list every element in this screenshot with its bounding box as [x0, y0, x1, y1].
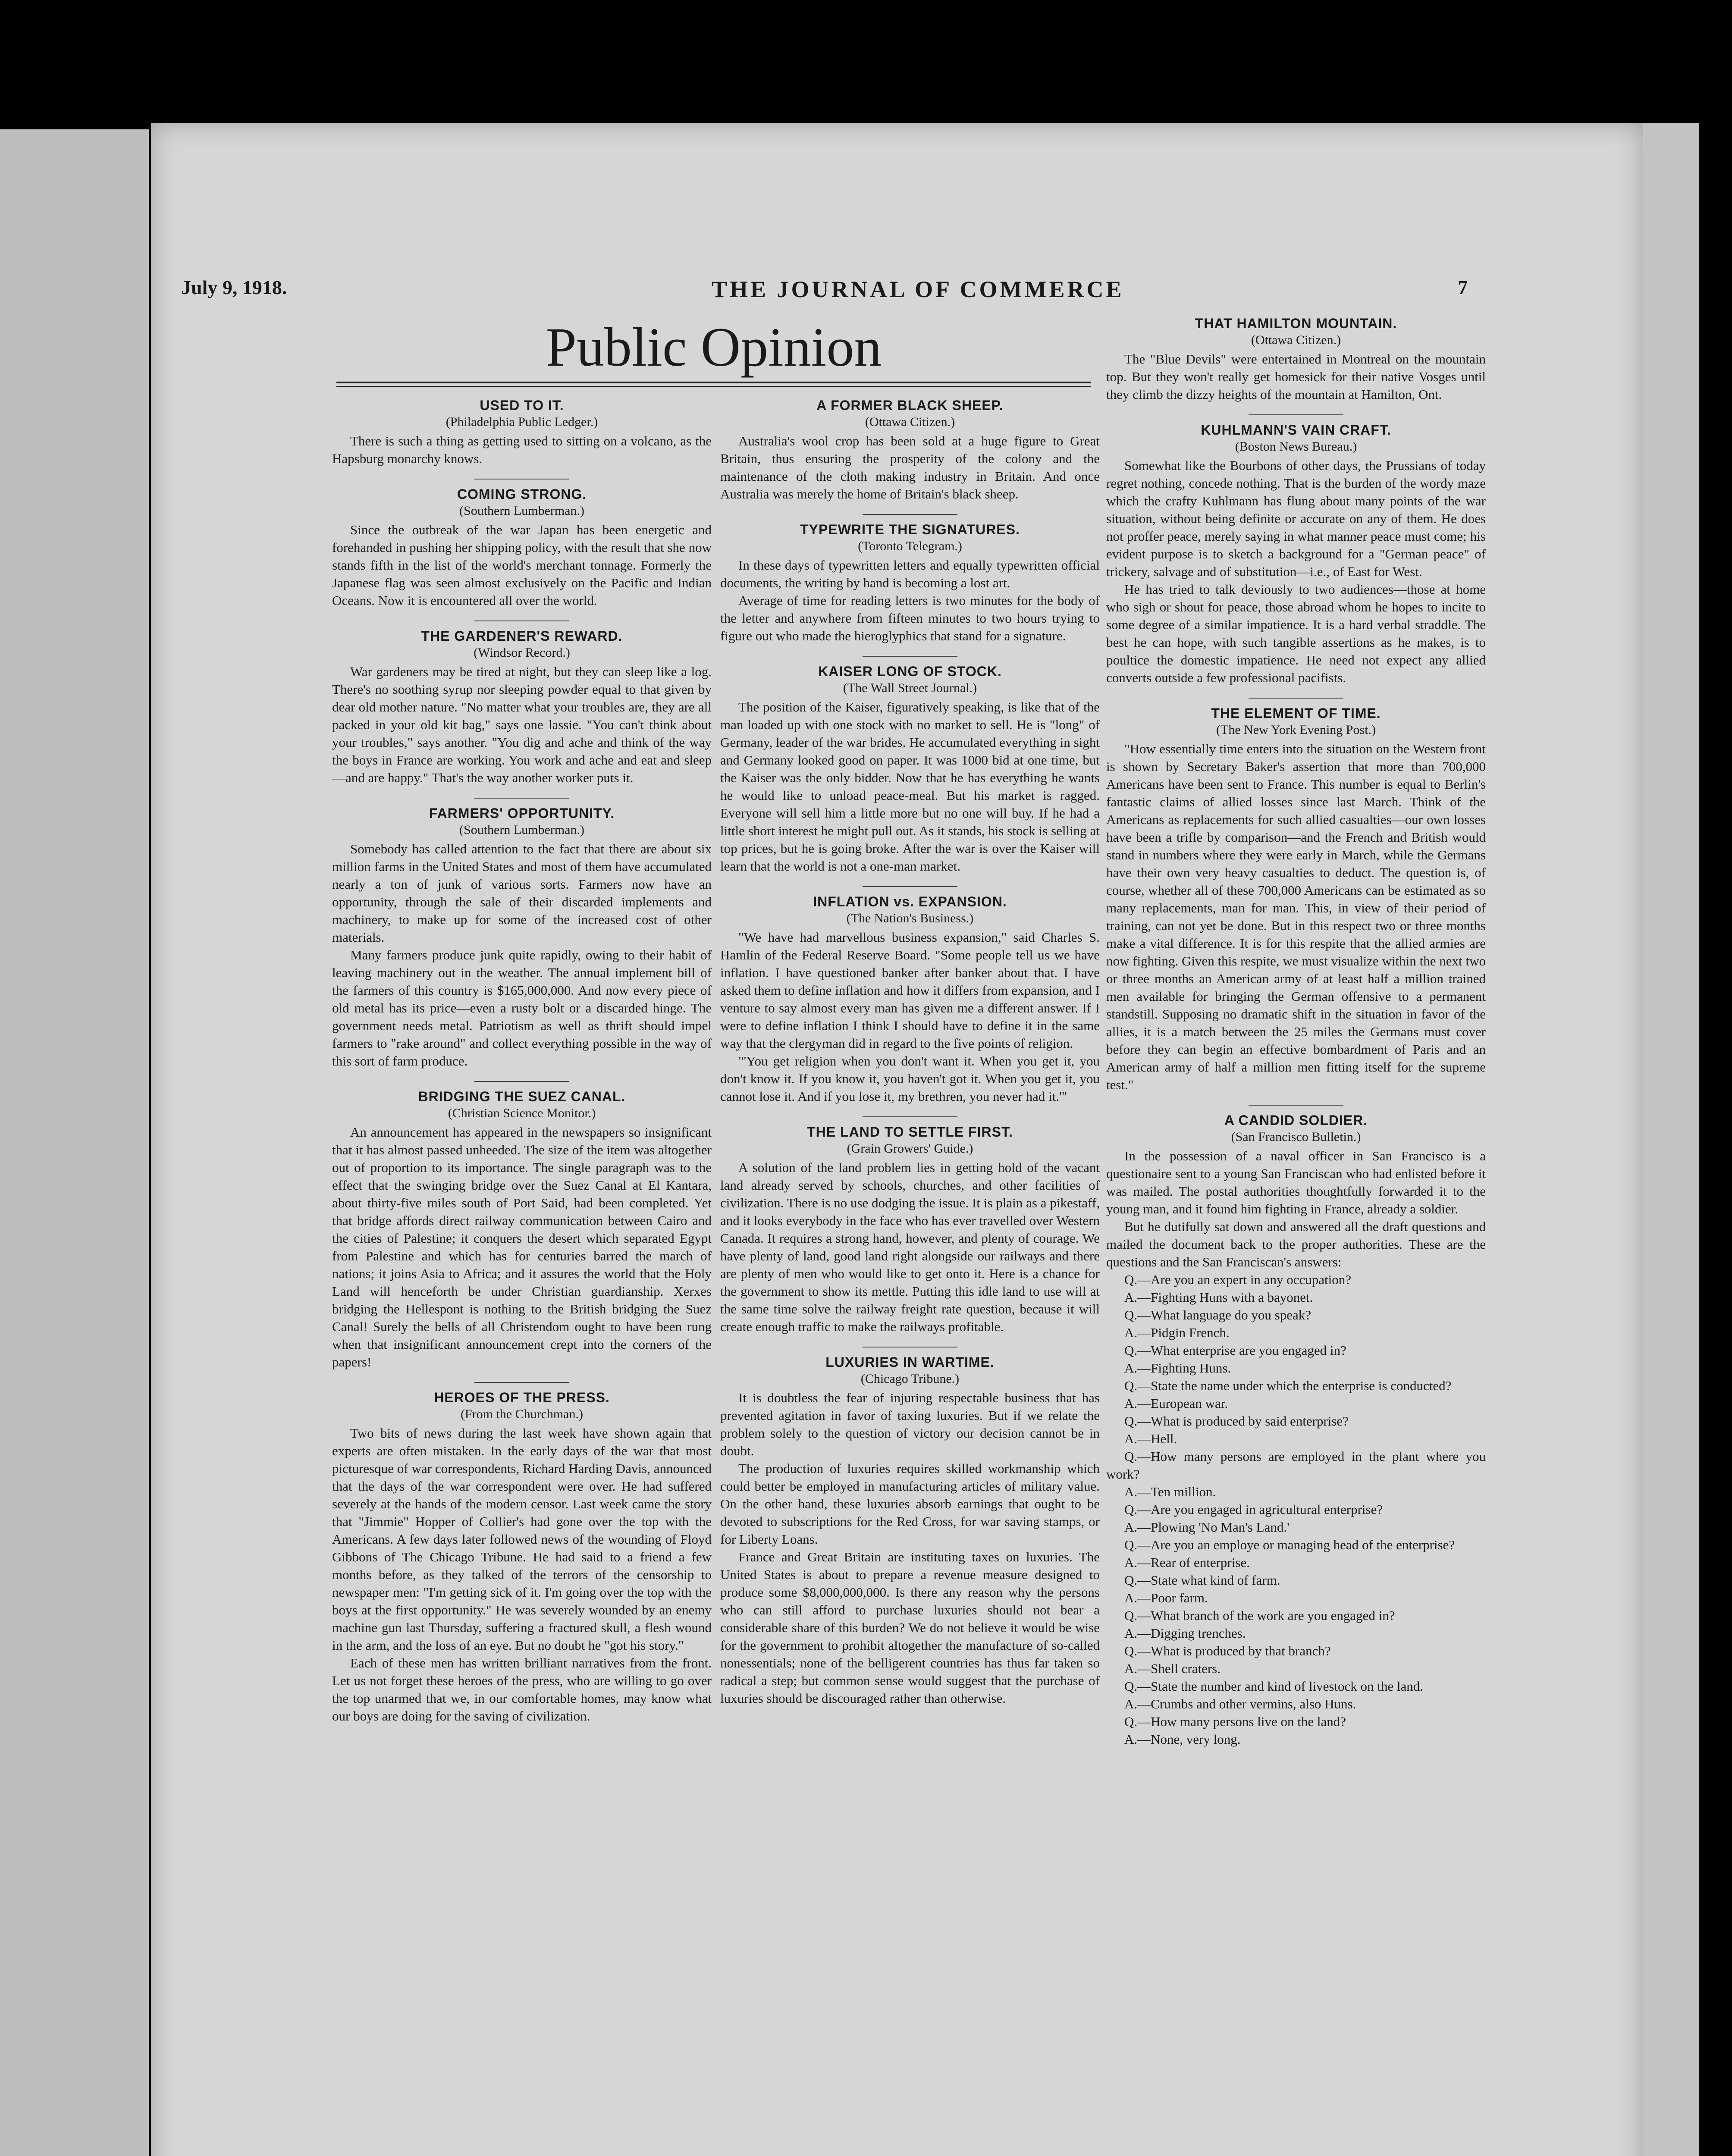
article-paragraph: He has tried to talk deviously to two audiences—those at home who sigh or shout for peace, those abroad whom he hopes to incite to some degree of a similar impatience. It is a hard verbal straddle. The best he can hope, with such tangible assertions as he makes, is to poultice the domestic impatience. He need not expect any allied converts outside a few professional pacifists. [1106, 582, 1486, 685]
article-paragraph: Each of these men has written brilliant narratives from the front. Let us not forget these heroes of the press, who are willing to go over the top unarmed that we, in our comfortable homes, may know what our boys are doing for the saving of civilization. [332, 1655, 712, 1724]
article-paragraph: Since the outbreak of the war Japan has been energetic and forehanded in pushing her shipping policy, with the result that she now stands fifth in the list of the world's merchant tonnage. Formerly the Japanese flag was seen almost exclusively on the Pacific and Indian Oceans. Now it is encountered all over the world. [332, 522, 712, 608]
article-paragraph: A.—Pidgin French. [1124, 1325, 1230, 1340]
article-title: INFLATION vs. EXPANSION. [813, 894, 1007, 909]
article-separator [1249, 414, 1343, 415]
article-body [332, 432, 712, 467]
article [720, 1123, 1100, 1335]
article-paragraph: Many farmers produce junk quite rapidly, owing to their habit of leaving machinery out in the weather. The annual implement bill of the farmers of this country is $165,000,000. And now every piece of old metal has its price—even a rusty bolt or a discarded hinge. The government needs metal. Patriotism as well as thrift should impel farmers to "rake around" and collect everything possible in the way of this sort of farm produce. [332, 947, 712, 1069]
article-separator [863, 1347, 957, 1348]
article-paragraph: Q.—How many persons live on the land? [1124, 1714, 1346, 1729]
article-source: (The New York Evening Post.) [1216, 723, 1376, 737]
article-paragraph: A.—Crumbs and other vermins, also Huns. [1124, 1696, 1356, 1711]
journal-name: THE JOURNAL OF COMMERCE [712, 276, 1124, 302]
article-paragraph: A.—Fighting Huns. [1124, 1360, 1231, 1376]
article [720, 893, 1100, 1105]
article-body [720, 698, 1100, 875]
article-body [332, 521, 712, 609]
article-paragraph: Two bits of news during the last week have shown again that experts are often mistaken. In the early days of the war that most picturesque of war correspondents, Richard Harding Davis, announced that the days of the war correspondent were over. He had suffered severely at the hands of the modern censor. Last week came the story that "Jimmie" Hopper of Collier's had gone over the top with the Americans. A few days later followed news of the wounding of Floyd Gibbons of The Chicago Tribune. He had said to a friend a few months before, as they talked of the terrors of the censorship to newspaper men: "I'm getting sick of it. I'm going over the top with the boys at the first opportunity." He was severely wounded by an enemy machine gun last Thursday, suffering a fractured skull, a flesh wound in the arm, and the loss of an eye. But no doubt he "got his story." [332, 1426, 712, 1653]
article-title: THE GARDENER'S REWARD. [421, 628, 623, 644]
article-source: (Christian Science Monitor.) [448, 1106, 596, 1120]
article-paragraph: "How essentially time enters into the situation on the Western front is shown by Secretary Baker's assertion that more than 700,000 Americans have been sent to France. This number is equal to Berlin's fantastic claims of allied losses since last March. Think of the Americans as replacements for such allied casualties—our own losses have been a trifle by comparison—and the French and British would stand in numbers where they were early in March, while the Germans have their own very heavy casualties to deduct. The question is, of course, whether all of these 700,000 Americans can be estimated as so many replacements, man for man. This, in view of their period of training, can not yet be done. But in this respect two or three months make a vital difference. It is for this respite that the allied armies are now fighting. Given this respite, we must visualize within the next two or three months an American army of at least half a million trained men available for bringing the German offensive to a permanent standstill. Supposing no dramatic shift in the situation in favor of the allies, it is a match between the 25 miles the Germans must cover before they can begin an effective bombardment of Paris and an American army of half a million men fitting itself for the supreme test." [1106, 741, 1486, 1092]
article-separator [863, 1116, 957, 1117]
article-body [720, 1389, 1100, 1707]
article-body [720, 1159, 1100, 1335]
article-title: COMING STRONG. [457, 486, 587, 502]
article-title: KUHLMANN'S VAIN CRAFT. [1201, 422, 1391, 438]
article-separator [863, 886, 957, 887]
article-paragraph: The position of the Kaiser, figuratively speaking, is like that of the man loaded up with one stock with no market to sell. He is "long" of Germany, leader of the war brides. He accumulated everything in sight and Germany looked good on paper. It was 1000 bid at one time, but the Kaiser was the only bidder. Now that he has everything he wants he would like to unload peace-meal. But his market is ragged. Everyone will sell him a little more but no one will buy. If he had a little short interest he might pull out. As it stands, his stock is selling at top prices, but he is going broke. After the war is over the Kaiser will learn that the world is not a one-man market. [720, 699, 1100, 874]
article-source: (The Wall Street Journal.) [843, 681, 977, 695]
article-title: THE ELEMENT OF TIME. [1211, 705, 1381, 721]
article-paragraph: Somewhat like the Bourbons of other days, the Prussians of today regret nothing, concede nothing. That is the burden of the wordy maze which the crafty Kuhlmann has flung about many points of the war situation, without being definite or accurate on any of them. He does not proffer peace, merely saying in what manner peace must come; his evident purpose is to sketch a background for a "German peace" of trickery, salvage and of substitution—i.e., of East for West. [1106, 458, 1486, 579]
article-title: A CANDID SOLDIER. [1224, 1112, 1368, 1128]
article-source: (The Nation's Business.) [846, 911, 974, 925]
article-title: LUXURIES IN WARTIME. [825, 1354, 995, 1370]
running-header [181, 276, 1475, 306]
article-paragraph: There is such a thing as getting used to sitting on a volcano, as the Hapsburg monarchy knows. [332, 433, 712, 466]
article-paragraph: A solution of the land problem lies in getting hold of the vacant land already served by schools, churches, and other facilities of civilization. There is no use dodging the issue. It is plain as a pikestaff, and it looks everybody in the face who has ever travelled over Western Canada. It requires a strong hand, however, and plenty of courage. We have plenty of land, good land right alongside our railways and there are plenty of men who would like to get onto it. Here is a chance for the government to show its mettle. Putting this idle land to use will at the same time solve the railway freight rate question, because it will create enough traffic to make the railways profitable. [720, 1160, 1100, 1334]
article-source: (From the Churchman.) [460, 1407, 584, 1421]
article [332, 627, 712, 787]
article-paragraph: A.—Fighting Huns with a bayonet. [1124, 1290, 1313, 1305]
article-body [1106, 350, 1486, 403]
article-paragraph: Q.—Are you an employe or managing head of the enterprise? [1124, 1537, 1455, 1552]
article-paragraph: France and Great Britain are instituting taxes on luxuries. The United States is about to prepare a revenue measure designed to produce some $8,000,000,000. Is there any reason why the persons who can still afford to purchase luxuries should not bear a considerable share of this burden? We do not believe it would be wise for the government to prohibit altogether the manufacture of so-called nonessentials; none of the belligerent countries has thus far taken so radical a step; but common sense would suggest that the purchase of luxuries should be discouraged rather than otherwise. [720, 1549, 1100, 1706]
column-3 [1106, 315, 1486, 2061]
article-source: (Southern Lumberman.) [459, 823, 584, 837]
article-title: USED TO IT. [480, 398, 564, 413]
article-title: KAISER LONG OF STOCK. [818, 664, 1002, 679]
article-title: THE LAND TO SETTLE FIRST. [807, 1124, 1013, 1140]
article-title: FARMERS' OPPORTUNITY. [429, 805, 615, 821]
article-body [720, 432, 1100, 503]
article-paragraph: In the possession of a naval officer in San Francisco is a questionaire sent to a young San Franciscan who had enlisted before it was mailed. The postal authorities thoughtfully forwarded it to the young man, and it found him fighting in France, already a soldier. [1106, 1148, 1486, 1216]
article-paragraph: Q.—Are you engaged in agricultural enterprise? [1124, 1502, 1383, 1517]
article-body [1106, 457, 1486, 686]
article-paragraph: "'You get religion when you don't want it. When you get it, you don't know it. If you know it, you haven't got it. When you get it, you cannot lose it. And if you lose it, my brethren, you never had it.'" [720, 1053, 1100, 1104]
article-paragraph: Somebody has called attention to the fact that there are about six million farms in the United States and most of them have accumulated nearly a ton of junk of various sorts. Farmers now have an opportunity, through the sale of their discarded implements and machinery, to make up for some of the increased cost of other materials. [332, 841, 712, 945]
article-separator [1249, 698, 1343, 699]
page-number: 7 [1458, 276, 1468, 298]
article [332, 1088, 712, 1371]
article-paragraph: Q.—What is produced by said enterprise? [1124, 1413, 1349, 1429]
article-paragraph: War gardeners may be tired at night, but they can sleep like a log. There's no soothing syrup nor sleeping powder equal to that given by dear old mother nature. "No matter what your troubles are, they are all packed in your old kit bag," says one lassie. "You can't think about your troubles," says another. "You dig and ache and think of the way the boys in France are working. You work and ache and eat and sleep—and are happy." That's the way another worker puts it. [332, 664, 712, 785]
article-paragraph: The "Blue Devils" were entertained in Montreal on the mountain top. But they won't really get homesick for their native Vosges until they climb the dizzy heights of the mountain at Hamilton, Ont. [1106, 351, 1486, 402]
article-paragraph: "We have had marvellous business expansion," said Charles S. Hamlin of the Federal Reserve Board. "Some people tell us we have inflation. I have questioned banker after banker about that. I have asked them to define inflation and how it differs from expansion, and I venture to say almost every man has given me a different answer. If I were to define inflation I think I should have to define it in the same way that the clergyman did in regard to the five points of religion. [720, 930, 1100, 1051]
article [1106, 705, 1486, 1094]
article-body [332, 1123, 712, 1371]
article-title: A FORMER BLACK SHEEP. [816, 398, 1004, 413]
article-paragraph: A.—Shell craters. [1124, 1661, 1221, 1676]
article [1106, 421, 1486, 686]
article-paragraph: Q.—What language do you speak? [1124, 1307, 1312, 1322]
article-source: (Toronto Telegram.) [858, 539, 962, 553]
article-body [1106, 1147, 1486, 1748]
article-paragraph: In these days of typewritten letters and equally typewritten official documents, the writing by hand is becoming a lost art. [720, 558, 1100, 590]
article [332, 805, 712, 1070]
article-paragraph: An announcement has appeared in the newspapers so insignificant that it has almost passed unheeded. The size of the item was altogether out of proportion to its importance. The single paragraph was to the effect that the swinging bridge over the Suez Canal at El Kantara, about thirty-five miles south of Port Said, had been completed. Yet that bridge affords direct railway communication between Cairo and the cities of Palestine; it conquers the desert which separated Egypt from Palestine and which has for centuries barred the march of nations; it joins Asia to Africa; and it assures the world that the Holy Land will henceforth be under Christian guardianship. Xerxes bridging the Hellespont is nothing to the British bridging the Suez Canal! Surely the bells of all Christendom ought to have been rung when that insignificant announcement crept into the corners of the papers! [332, 1125, 712, 1369]
article-body [332, 840, 712, 1070]
article-paragraph: Q.—State what kind of farm. [1124, 1573, 1280, 1588]
article [720, 397, 1100, 503]
article-paragraph: A.—European war. [1124, 1396, 1228, 1411]
article-source: (Ottawa Citizen.) [865, 415, 955, 429]
article-title: HEROES OF THE PRESS. [434, 1390, 610, 1405]
article-separator [474, 798, 569, 799]
article-separator [863, 514, 957, 515]
article-paragraph: Q.—Are you an expert in any occupation? [1124, 1272, 1351, 1287]
article-body [332, 663, 712, 787]
article-paragraph: A.—Rear of enterprise. [1124, 1555, 1250, 1570]
article [720, 521, 1100, 645]
article-body [1106, 740, 1486, 1094]
article-paragraph: Australia's wool crop has been sold at a huge figure to Great Britain, thus ensuring the prosperity of the colony and the maintenance of the cloth making industry in Britain. And once Australia was merely the home of Britain's black sheep. [720, 433, 1100, 501]
column-2 [720, 397, 1100, 2061]
article [1106, 1112, 1486, 1748]
article-paragraph: The production of luxuries requires skilled workmanship which could better be employed in manufacturing articles of military value. On the other hand, these luxuries absorb earnings that ought to be devoted to subscriptions for the Red Cross, for war saving stamps, or for Liberty Loans. [720, 1461, 1100, 1547]
article-source: (Grain Growers' Guide.) [847, 1141, 973, 1156]
article-source: (Chicago Tribune.) [860, 1372, 960, 1386]
article-separator [474, 1081, 569, 1082]
article [720, 663, 1100, 875]
article-paragraph: Q.—State the number and kind of livestock on the land. [1124, 1679, 1424, 1694]
article-body [332, 1424, 712, 1725]
article [720, 1354, 1100, 1707]
article-paragraph: A.—Plowing 'No Man's Land.' [1124, 1520, 1290, 1535]
issue-date: July 9, 1918. [181, 276, 287, 298]
section-title: Public Opinion [546, 317, 882, 378]
masthead-rule [336, 382, 1091, 387]
article-paragraph: It is doubtless the fear of injuring respectable business that has prevented agitation in favor of taxing luxuries. But if we relate the problem solely to the question of victory our decision cannot be in doubt. [720, 1390, 1100, 1458]
article [332, 397, 712, 467]
article-paragraph: A.—Ten million. [1124, 1484, 1216, 1499]
article [332, 1389, 712, 1725]
article-paragraph: Q.—What branch of the work are you engaged in? [1124, 1608, 1395, 1623]
article-source: (Windsor Record.) [474, 646, 570, 660]
article-title: BRIDGING THE SUEZ CANAL. [418, 1089, 626, 1104]
article-paragraph: Average of time for reading letters is two minutes for the body of the letter and anywhere from fifteen minutes to two hours trying to figure out who made the hieroglyphics that stand for a signature. [720, 593, 1100, 643]
article-source: (Southern Lumberman.) [459, 504, 584, 518]
article-title: TYPEWRITE THE SIGNATURES. [800, 522, 1020, 537]
article-paragraph: Q.—How many persons are employed in the plant where you work? [1106, 1449, 1486, 1482]
article-paragraph: A.—None, very long. [1124, 1732, 1241, 1747]
section-masthead [336, 315, 1091, 392]
column-1 [332, 397, 712, 2061]
article-separator [474, 1382, 569, 1383]
article [332, 486, 712, 609]
previous-page-edge [0, 129, 149, 2156]
article-source: (San Francisco Bulletin.) [1231, 1130, 1361, 1144]
article-source: (Philadelphia Public Ledger.) [446, 415, 598, 429]
article-paragraph: A.—Poor farm. [1124, 1590, 1208, 1605]
page-edge-shadow [1643, 123, 1699, 2156]
article-body [720, 928, 1100, 1105]
article [1106, 315, 1486, 403]
article-paragraph: But he dutifully sat down and answered all the draft questions and mailed the document back to the proper authorities. These are the questions and the San Franciscan's answers: [1106, 1219, 1486, 1269]
article-paragraph: Q.—What enterprise are you engaged in? [1124, 1343, 1346, 1358]
article-paragraph: Q.—State the name under which the enterprise is conducted? [1124, 1378, 1452, 1393]
article-paragraph: Q.—What is produced by that branch? [1124, 1643, 1331, 1658]
article-separator [1249, 1105, 1343, 1106]
article-source: (Ottawa Citizen.) [1251, 333, 1341, 347]
article-paragraph: A.—Hell. [1124, 1431, 1177, 1446]
article-separator [474, 620, 569, 621]
article-body [720, 556, 1100, 645]
article-source: (Boston News Bureau.) [1235, 439, 1357, 454]
article-separator [863, 656, 957, 657]
article-paragraph: A.—Digging trenches. [1124, 1626, 1246, 1641]
article-title: THAT HAMILTON MOUNTAIN. [1195, 316, 1397, 331]
